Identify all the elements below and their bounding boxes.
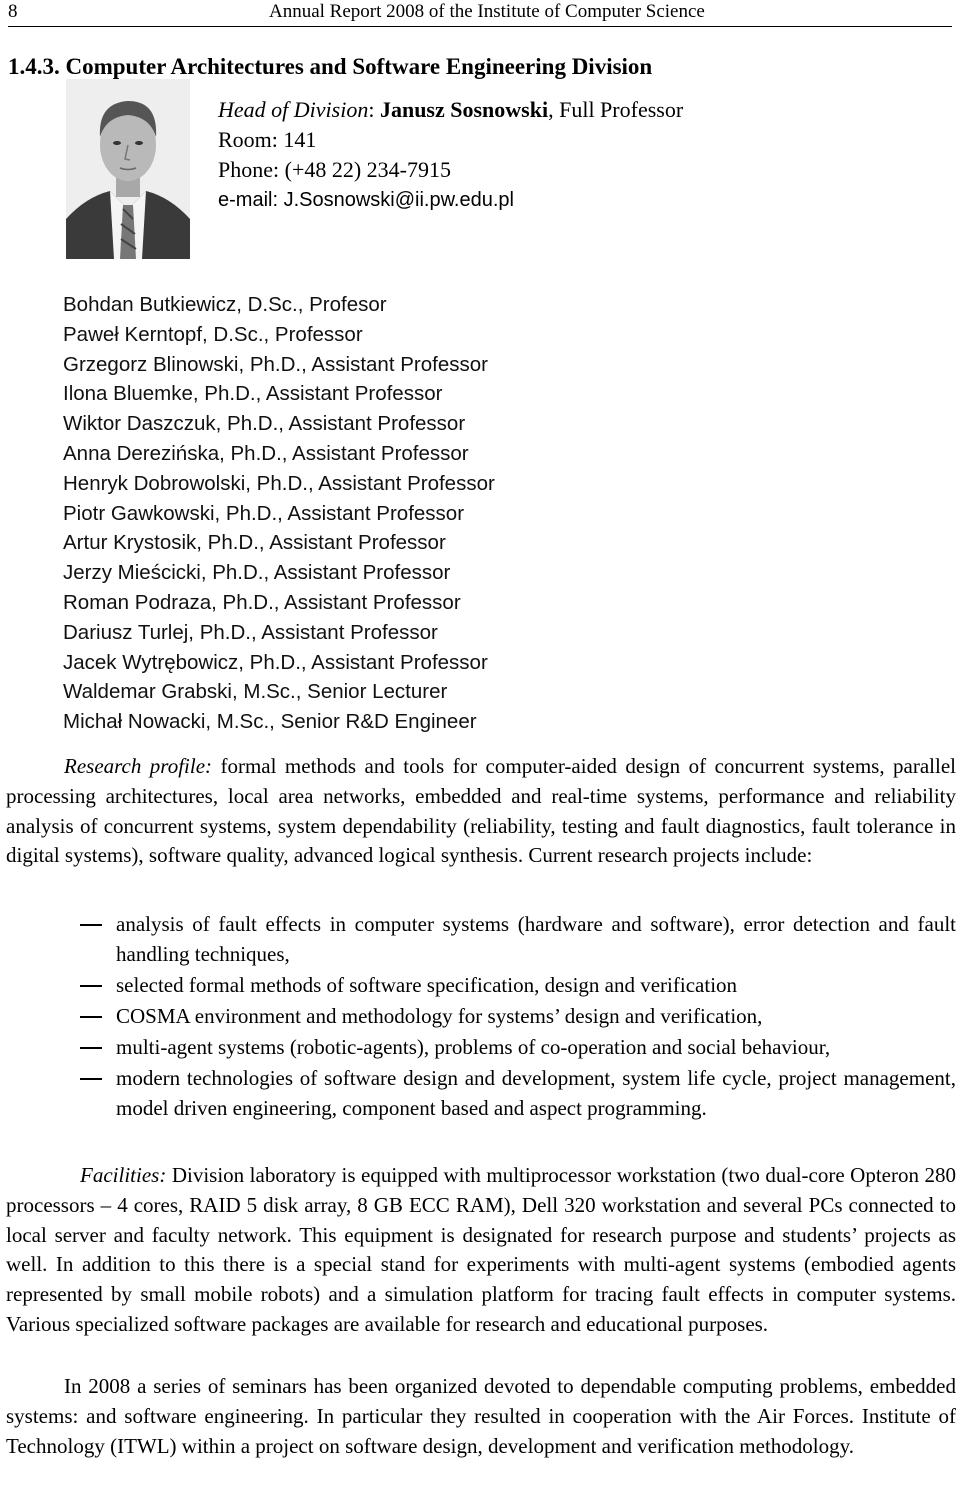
head-line: Head of Division: Janusz Sosnowski, Full Professor — [218, 97, 684, 122]
head-phone: Phone: (+48 22) 234-7915 — [218, 157, 451, 182]
running-header — [8, 0, 952, 27]
facilities-label: Facilities: — [80, 1163, 167, 1187]
staff-member: Jerzy Mieścicki, Ph.D., Assistant Professor — [63, 561, 451, 585]
facilities-text: Division laboratory is equipped with multiprocessor workstation (two dual-core Opteron 280 processors – 4 cores, RAID 5 disk array, 8 GB ECC RAM), Dell 320 workstation and several PCs connected to local server and faculty network. This equipment is designated for research purpose and students’ projects as well. In addition to this there is a special stand for experiments with multi-agent systems (embodied agents represented by small mobile robots) and a simulation platform for tracing fault effects in computer systems. Various specialized software packages are available for research and educational purposes. — [6, 1163, 956, 1336]
seminars-text: In 2008 a series of seminars has been organized devoted to dependable computing problems, embedded systems: and software engineering. In particular they resulted in cooperation with the Air Forces. Institute of Technology (ITWL) within a project on software design, development and verification methodology. — [6, 1374, 956, 1458]
project-text: multi-agent systems (robotic-agents), problems of co-operation and social behaviour, — [116, 1035, 831, 1059]
research-profile-text: formal methods and tools for computer-aided design of concurrent systems, parallel processing architectures, local area networks, embedded and real-time systems, performance and reliability analysis of concurrent systems, system dependability (reliability, testing and fault diagnostics, fault tolerance in digital systems), software quality, advanced logical synthesis. Current research projects include: — [6, 754, 956, 868]
list-item — [80, 1001, 956, 1031]
head-room: Room: 141 — [218, 127, 317, 152]
staff-member: Grzegorz Blinowski, Ph.D., Assistant Professor — [63, 352, 488, 376]
staff-member: Waldemar Grabski, M.Sc., Senior Lecturer — [63, 680, 448, 704]
staff-member: Roman Podraza, Ph.D., Assistant Professor — [63, 590, 461, 614]
report-title: Annual Report 2008 of the Institute of Computer Science — [269, 1, 705, 22]
project-text: analysis of fault effects in computer systems (hardware and software), error detection and fault handling techniques, — [116, 912, 956, 966]
staff-member: Wiktor Daszczuk, Ph.D., Assistant Professor — [63, 412, 466, 436]
project-text: modern technologies of software design and development, system life cycle, project management, model driven engineering, component based and aspect programming. — [116, 1066, 956, 1120]
facilities-paragraph — [6, 1161, 956, 1340]
staff-member: Dariusz Turlej, Ph.D., Assistant Professor — [63, 620, 438, 644]
research-profile-paragraph — [6, 752, 956, 871]
staff-member: Piotr Gawkowski, Ph.D., Assistant Professor — [63, 501, 465, 525]
list-item — [80, 970, 956, 1000]
staff-list — [63, 290, 495, 737]
page-number: 8 — [8, 1, 18, 22]
staff-member: Henryk Dobrowolski, Ph.D., Assistant Professor — [63, 471, 495, 495]
section-heading: 1.4.3. Computer Architectures and Software Engineering Division — [8, 54, 653, 79]
head-role-label: Head of Division — [218, 97, 369, 122]
staff-member: Michał Nowacki, M.Sc., Senior R&D Engineer — [63, 710, 477, 734]
head-of-division-info — [218, 95, 683, 215]
project-text: selected formal methods of software specification, design and verification — [116, 973, 738, 997]
staff-member: Anna Derezińska, Ph.D., Assistant Professor — [63, 441, 469, 465]
dash-bullet-icon — [80, 1047, 102, 1049]
staff-member: Paweł Kerntopf, D.Sc., Professor — [63, 322, 363, 346]
dash-bullet-icon — [80, 924, 102, 926]
project-text: COSMA environment and methodology for systems’ design and verification, — [116, 1004, 763, 1028]
head-email: e-mail: J.Sosnowski@ii.pw.edu.pl — [218, 189, 514, 211]
research-profile-label: Research profile: — [64, 754, 213, 778]
staff-member: Bohdan Butkiewicz, D.Sc., Profesor — [63, 293, 387, 316]
dash-bullet-icon — [80, 1078, 102, 1080]
staff-member: Jacek Wytrębowicz, Ph.D., Assistant Professor — [63, 650, 488, 674]
list-item — [80, 909, 956, 969]
staff-member: Artur Krystosik, Ph.D., Assistant Professor — [63, 531, 446, 555]
dash-bullet-icon — [80, 985, 102, 987]
staff-member: Ilona Bluemke, Ph.D., Assistant Professor — [63, 382, 443, 406]
research-projects-list — [80, 909, 956, 1124]
list-item — [80, 1063, 956, 1123]
head-title: , Full Professor — [548, 97, 684, 122]
dash-bullet-icon — [80, 1016, 102, 1018]
seminars-paragraph — [6, 1372, 956, 1461]
portrait-image — [66, 79, 190, 259]
list-item — [80, 1032, 956, 1062]
head-portrait-photo — [66, 79, 190, 259]
head-name: Janusz Sosnowski — [379, 97, 549, 122]
